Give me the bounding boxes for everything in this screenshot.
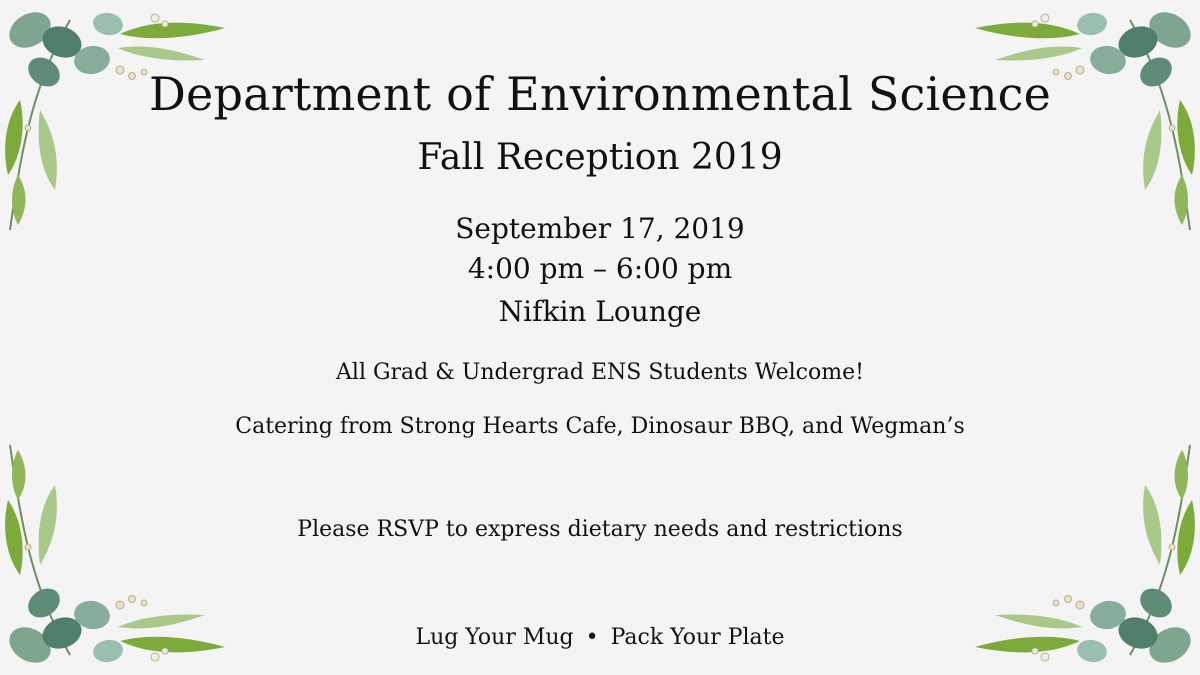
slogan-separator: • bbox=[585, 625, 599, 650]
slogan-left: Lug Your Mug bbox=[415, 625, 574, 650]
event-location: Nifkin Lounge bbox=[498, 295, 702, 328]
slogan-right: Pack Your Plate bbox=[610, 625, 785, 650]
catering-note: Catering from Strong Hearts Cafe, Dinosaur BBQ, and Wegman’s bbox=[235, 414, 965, 439]
welcome-note: All Grad & Undergrad ENS Students Welcome! bbox=[336, 360, 864, 385]
flyer-title: Department of Environmental Science bbox=[148, 67, 1052, 121]
event-date: September 17, 2019 bbox=[455, 212, 745, 245]
rsvp-note: Please RSVP to express dietary needs and restrictions bbox=[297, 517, 903, 542]
event-time: 4:00 pm – 6:00 pm bbox=[467, 252, 733, 285]
slogan-line bbox=[0, 625, 1200, 650]
event-subtitle: Fall Reception 2019 bbox=[417, 137, 783, 178]
